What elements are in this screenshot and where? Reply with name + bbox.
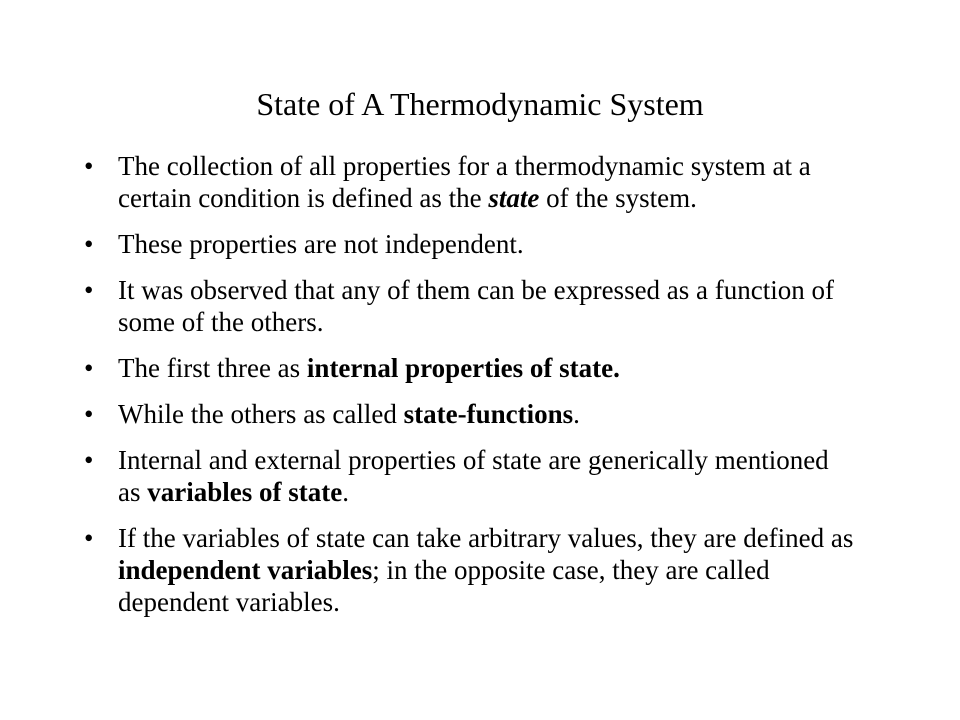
bullet-text-emphasis: internal properties of state. bbox=[306, 353, 620, 383]
bullet-dot-icon: • bbox=[84, 523, 94, 553]
slide-title: State of A Thermodynamic System bbox=[256, 86, 704, 122]
bullet-dot-icon: • bbox=[84, 445, 94, 475]
bullet-item bbox=[84, 150, 854, 214]
bullet-dot-icon: • bbox=[84, 399, 94, 429]
bullet-text-segment: If the variables of state can take arbitrary values, they are defined as bbox=[118, 523, 854, 553]
bullet-item bbox=[84, 444, 854, 508]
bullet-item bbox=[84, 228, 854, 260]
bullet-text-segment: The first three as bbox=[118, 353, 307, 383]
bullet-text-emphasis: variables of state bbox=[147, 477, 343, 507]
bullet-dot-icon: • bbox=[84, 229, 94, 259]
bullet-text-segment: . bbox=[342, 477, 349, 507]
bullet-dot-icon: • bbox=[84, 151, 94, 181]
bullet-text-segment: of the system. bbox=[539, 183, 697, 213]
bullet-text-segment: These properties are not independent. bbox=[118, 229, 524, 259]
bullet-text-emphasis: state-functions bbox=[403, 399, 574, 429]
bullet-item bbox=[84, 522, 854, 618]
bullet-item bbox=[84, 398, 854, 430]
bullet-text bbox=[118, 353, 620, 383]
bullet-text bbox=[118, 399, 580, 429]
bullet-list bbox=[84, 150, 854, 632]
bullet-text-segment: Internal and external properties of state are generically mentioned as bbox=[118, 445, 829, 507]
bullet-text-emphasis: independent variables bbox=[118, 555, 373, 585]
bullet-text bbox=[118, 275, 834, 337]
bullet-item bbox=[84, 274, 854, 338]
bullet-text bbox=[118, 445, 829, 507]
bullet-text-emphasis: state bbox=[488, 183, 540, 213]
bullet-text-segment: While the others as called bbox=[118, 399, 404, 429]
bullet-dot-icon: • bbox=[84, 353, 94, 383]
bullet-text bbox=[118, 229, 524, 259]
bullet-dot-icon: • bbox=[84, 275, 94, 305]
bullet-text-segment: It was observed that any of them can be expressed as a function of some of the others. bbox=[118, 275, 835, 337]
bullet-text-segment: The collection of all properties for a thermodynamic system at a certain condition is defined as the bbox=[118, 151, 811, 213]
bullet-text bbox=[118, 151, 811, 213]
bullet-item bbox=[84, 352, 854, 384]
bullet-text-segment: . bbox=[573, 399, 580, 429]
bullet-text-segment: ; in the opposite case, they are called dependent variables. bbox=[118, 555, 770, 617]
bullet-text bbox=[118, 523, 853, 617]
